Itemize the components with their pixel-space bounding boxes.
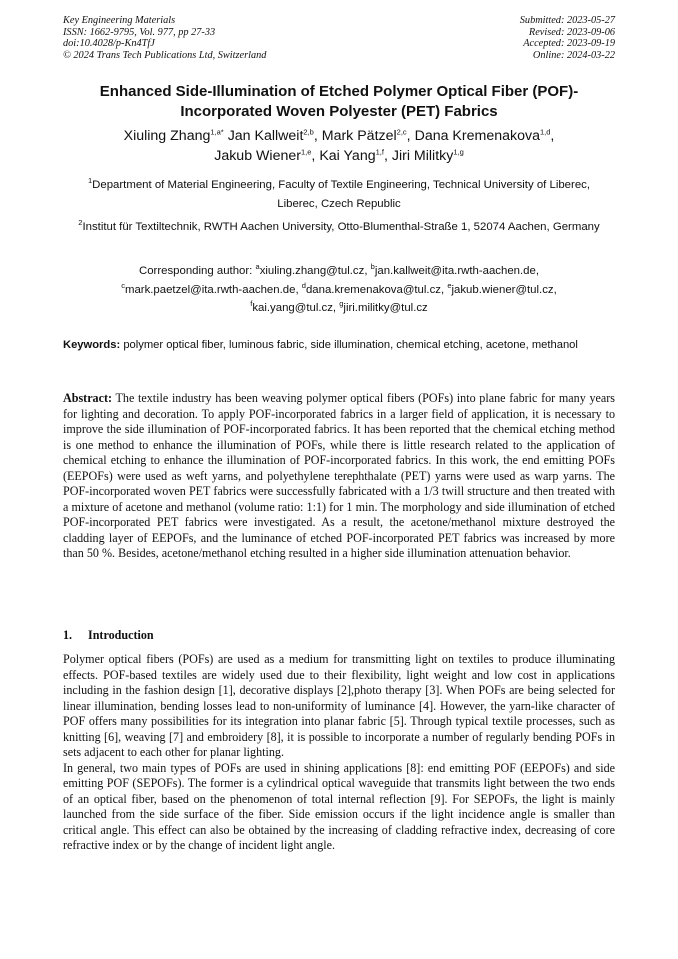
affiliation: $^2$Institut für Textiltechnik, RWTH Aachen University, Otto-Blumenthal-Straße 1, 52074 Aachen, Germany xyxy=(78,218,600,233)
journal-info xyxy=(63,15,266,61)
email-link[interactable]: jakub.wiener@tul.cz xyxy=(451,283,554,296)
publication-dates xyxy=(520,15,615,61)
introduction-body xyxy=(63,652,615,854)
author: Kai Yang$^{1,f}$, xyxy=(319,147,388,164)
keywords-text: polymer optical fiber, luminous fabric, side illumination, chemical etching, acetone, methanol xyxy=(123,339,578,351)
abstract-label: Abstract: xyxy=(63,391,113,405)
author: Dana Kremenakova$^{1,d}$, xyxy=(414,127,555,144)
doi: doi:10.4028/p-Kn4TfJ xyxy=(63,38,155,50)
corresponding-authors: Corresponding author: $^a$xiuling.zhang@tul.cz, $^b$jan.kallweit@ita.rwth-aachen.de, $^c$mark.paetzel@ita.rwth-aachen.de, $^d$dana.kremenakova@tul.cz, $^e$jakub.wiener@tul.cz, $^f$kai.yang@tul.cz, $^g$jiri.militky@tul.cz xyxy=(121,262,557,314)
journal-name: Key Engineering Materials xyxy=(63,15,176,26)
section-number: 1. xyxy=(63,628,73,642)
copyright: © 2024 Trans Tech Publications Ltd, Switzerland xyxy=(63,49,267,61)
email-link[interactable]: mark.paetzel@ita.rwth-aachen.de xyxy=(124,283,296,296)
author: Jakub Wiener$^{1,e}$, xyxy=(214,147,316,164)
author: Jiri Militky$^{1,g}$ xyxy=(391,147,464,164)
author: Mark Pätzel$^{2,c}$, xyxy=(321,127,411,144)
paragraph: In general, two main types of POFs are used in shining applications [8]: end emitting POF (EEPOFs) and side emitting POF (SEPOFs). The former is a cylindrical optical waveguide that transmits light between the two ends of an optical fiber, based on the phenomenon of total internal reflection [9]. For SEPOFs, the light is mainly launched from the side surface of the fiber. Side emission occurs if the light incidence angle is smaller than critical angle. This effect can also be obtained by the increasing of cladding refractive index, decreasing of core refractive index or by the change of incident light angle. xyxy=(63,760,615,852)
email-link[interactable]: kai.yang@tul.cz xyxy=(252,302,333,314)
revised-date: Revised: 2023-09-06 xyxy=(528,26,615,38)
accepted-date: Accepted: 2023-09-19 xyxy=(523,38,615,50)
abstract-text: The textile industry has been weaving polymer optical fibers (POFs) into plane fabric for many years for lighting and decoration. To apply POF-incorporated fabrics in a larger field of application, it is necessary to improve the side illumination of POF-incorporated fabrics. It has been reported that the chemical etching method is one method to enhance the illumination of POFs, while there is little research related to the application of chemical etching to enhance the illumination of POF-incorporated fabrics. In this work, the end emitting POFs (EEPOFs) were used as weft yarns, and polyethylene terephthalate (PET) yarns were used as warp yarns. The POF-incorporated woven PET fabrics were successfully fabricated with a 1/3 twill structure and then treated with a mixture of acetone and methanol (volume ratio: 1:1) for 1 min. The morphology and side illumination of etched POF-incorporated PET fabrics were investigated. As a result, the acetone/methanol mixture destroyed the cladding layer of EEPOFs, and the luminance of etched POF-incorporated PET fabrics was increased by more than 50 %. Besides, acetone/methanol etching resulted in a higher side illumination attenuation behavior. xyxy=(63,391,615,560)
affiliation: $^1$Department of Material Engineering, Faculty of Textile Engineering, Technical University of Liberec, Liberec, Czech Republic xyxy=(87,176,591,210)
keywords xyxy=(63,336,615,354)
keywords-label: Keywords: xyxy=(63,339,121,351)
email-link[interactable]: xiuling.zhang@tul.cz xyxy=(259,265,365,277)
abstract xyxy=(63,391,615,562)
section-heading xyxy=(63,628,154,643)
paragraph: Polymer optical fibers (POFs) are used as a medium for transmitting light on textiles to produce illuminating effects. POF-based textiles are widely used due to their flexibility, light weight and low cost in applications including in the fashion design [1], decorative displays [2],photo therapy [3]. When POFs are being selected for linear illumination, bending losses lead to non-uniformity of luminance [4]. However, the yarn-like character of POF offers many possibilities for its integration into planar fabric [5]. Through typical textile processes, such as knitting [6], weaving [7] and embroidery [8], it is possible to incorporate a number of regularly bending POFs in sets adjacent to each other for planar lighting. xyxy=(63,652,615,759)
journal-issn: ISSN: 1662-9795, Vol. 977, pp 27-33 xyxy=(63,26,216,38)
email-link[interactable]: jiri.militky@tul.cz xyxy=(343,302,428,314)
author: Jan Kallweit$^{2,b}$, xyxy=(227,127,318,144)
paper-title: Enhanced Side-Illumination of Etched Polymer Optical Fiber (POF)-Incorporated Woven Polyester (PET) Fabrics xyxy=(99,83,579,120)
author-list xyxy=(60,126,618,166)
author: Xiuling Zhang$^{1,a*}$ xyxy=(123,127,224,144)
online-date: Online: 2024-03-22 xyxy=(532,49,615,61)
email-link[interactable]: jan.kallweit@ita.rwth-aachen.de xyxy=(374,265,536,277)
email-link[interactable]: dana.kremenakova@tul.cz xyxy=(305,283,441,296)
section-title: Introduction xyxy=(88,628,154,642)
submitted-date: Submitted: 2023-05-27 xyxy=(519,15,615,26)
